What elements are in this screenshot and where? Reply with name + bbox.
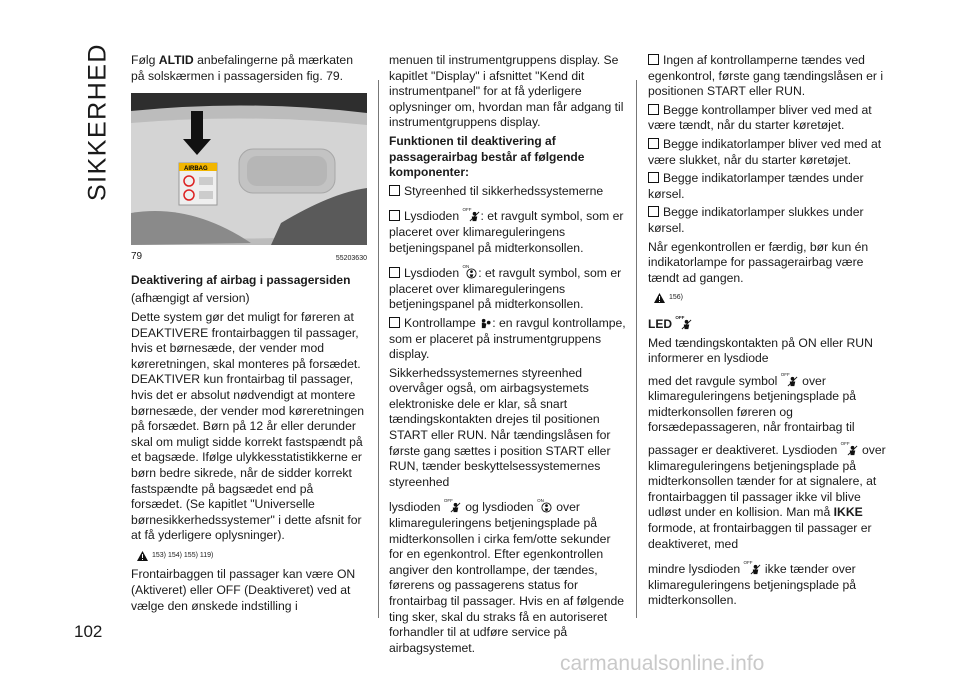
warning-triangle-icon bbox=[137, 551, 148, 561]
list-item: Lysdioden $^{OFF}$ : et ravgult symbol, som er placeret over klimareguleringens betjeningspanel på midterkonsollen. bbox=[389, 207, 624, 255]
body-paragraph: Med tændingskontakten på ON eller RUN informerer en lysdiode med det ravgule symbol $^{OFF}$ over klimareguleringens betjeningsplade på midterkonsollen føreren og forsædepassageren, når frontairbag til passager er deaktiveret. Lysdioden $^{OFF}$ over klimareguleringens betjeningsplade på midterkonsollen tænder for at signalere, at frontairbaggen til passager ikke vil blive udløst under en kollision. Man må IKKE formode, at frontairbaggen til passager er deaktiveret, med bbox=[648, 335, 886, 551]
column-divider bbox=[636, 80, 637, 618]
sun-visor-figure bbox=[131, 93, 367, 245]
airbag-warning-lamp-icon bbox=[480, 318, 491, 329]
checkbox-bullet-icon bbox=[389, 210, 400, 221]
airbag-off-icon bbox=[750, 564, 761, 575]
list-item: Begge indikatorlamper tændes under kørsel. bbox=[648, 171, 864, 201]
list-item: Kontrollampe : en ravgul kontrollampe, som er placeret på instrumentgruppens display. bbox=[389, 315, 626, 362]
list-item: Lysdioden $^{ON}$ : et ravgult symbol, som er placeret over klimareguleringens betjeningspanel på midterkonsollen. bbox=[389, 264, 622, 312]
checkbox-bullet-icon bbox=[648, 54, 659, 65]
airbag-off-icon bbox=[681, 319, 692, 330]
airbag-label-text: AIRBAG bbox=[184, 166, 208, 173]
airbag-off-icon bbox=[450, 502, 461, 513]
body-paragraph: mindre lysdioden $^{OFF}$ ikke tænder over klimareguleringens betjeningsplade på midterkonsollen. bbox=[648, 560, 857, 608]
list-item: Begge indikatorlamper slukkes under kørsel. bbox=[648, 205, 864, 235]
page-number: 102 bbox=[74, 622, 103, 641]
list-item: Ingen af kontrollamperne tændes ved egenkontrol, første gang tændingslåsen er i positionen START eller RUN. bbox=[648, 53, 884, 99]
list-item: Begge kontrollamper bliver ved med at være tændt, når du starter køretøjet. bbox=[648, 102, 872, 133]
section-sidebar bbox=[78, 43, 118, 201]
body-paragraph: lysdioden $^{OFF}$ og lysdioden $^{ON}$ over klimareguleringens betjeningsplade på midterkonsollen i cirka fem/otte sekunder for en egenkontrol. Efter egenkontrollen angiver den kontrollampe, der tændes, førerens og passagerens status for frontairbag til passager. Hvis en af følgende ting sker, skal du straks få en autoriseret forhandler til at udføre service på airbagsystemet. bbox=[389, 498, 625, 655]
checkbox-bullet-icon bbox=[389, 185, 400, 196]
column-3 bbox=[648, 53, 888, 612]
components-heading: Funktionen til deaktivering af passagerairbag består af følgende komponenter: bbox=[389, 133, 585, 180]
list-item: Begge indikatorlamper bliver ved med at være slukket, når du starter køretøjet. bbox=[648, 136, 882, 167]
section-heading: Deaktivering af airbag i passagersiden bbox=[131, 272, 351, 287]
intro-paragraph: Følg ALTID anbefalingerne på mærkaten på solskærmen i passagersiden fig. 79. bbox=[131, 53, 353, 83]
body-paragraph: Når egenkontrollen er færdig, bør kun én indikatorlampe for passagerairbag være tændt ad gangen. bbox=[648, 239, 869, 285]
led-heading: LED $^{OFF}$ bbox=[648, 310, 888, 333]
body-paragraph: Sikkerhedssystemernes styreenhed overvåger også, om airbagsystemets elektroniske dele er klar, så snart tændingskontakten drejes til positionen START eller RUN. Når tændingslåsen for første gang sættes i position START eller RUN, tænder beskyttelsessystemernes styreenhed bbox=[389, 365, 611, 489]
body-paragraph: Frontairbaggen til passager kan være ON (Aktiveret) eller OFF (Deaktiveret) ved at vælge den ønskede indstilling i bbox=[131, 567, 356, 613]
figure-caption: 79 55203630 bbox=[131, 251, 367, 263]
warning-triangle-icon bbox=[654, 293, 665, 303]
checkbox-bullet-icon bbox=[648, 104, 659, 115]
watermark: carmanualsonline.info bbox=[560, 652, 765, 675]
airbag-on-icon bbox=[466, 268, 477, 279]
section-subheading: (afhængigt af version) bbox=[131, 291, 250, 306]
airbag-off-icon bbox=[787, 376, 798, 387]
airbag-off-icon bbox=[847, 445, 858, 456]
column-1 bbox=[131, 53, 367, 617]
column-2 bbox=[389, 53, 627, 659]
checkbox-bullet-icon bbox=[648, 138, 659, 149]
list-item: Styreenhed til sikkerhedssystemerne bbox=[389, 184, 627, 200]
checkbox-bullet-icon bbox=[389, 317, 400, 328]
checkbox-bullet-icon bbox=[648, 206, 659, 217]
section-title: SIKKERHED bbox=[83, 43, 112, 201]
body-paragraph: menuen til instrumentgruppens display. Se kapitlet "Display" i afsnittet "Kend dit instrumentpanel" for at få yderligere oplysninger om, hvordan man får adgang til instrumentgruppens display. bbox=[389, 53, 624, 130]
warning-references: 153) 154) 155) 119) bbox=[137, 548, 367, 564]
checkbox-bullet-icon bbox=[648, 172, 659, 183]
checkbox-bullet-icon bbox=[389, 267, 400, 278]
warning-references: 156) bbox=[654, 290, 888, 306]
sun-visor-illustration bbox=[131, 93, 367, 245]
airbag-on-icon bbox=[541, 502, 552, 513]
airbag-off-icon bbox=[469, 211, 480, 222]
column-divider bbox=[378, 80, 379, 618]
body-paragraph: Dette system gør det muligt for føreren at DEAKTIVERE frontairbaggen til passager, hvis et børnesæde, der vender mod køreretningen, skal monteres på forsædet. DEAKTIVER kun frontairbag til passager, hvis det er absolut nødvendigt at montere børnesæde, der vender mod køreretningen på forsædet. Børn på 12 år eller derunder skal om muligt sidde korrekt fastspændt på et bagsæde. Ifølge ulykkesstatistikkerne er børn bedre sikrede, når de sidder korrekt fastspændte på bagsædet end på forsædet. (Se kapitlet "Universelle børnesikkerhedssystemer" i dette afsnit for at få yderligere oplysninger). bbox=[131, 309, 365, 543]
